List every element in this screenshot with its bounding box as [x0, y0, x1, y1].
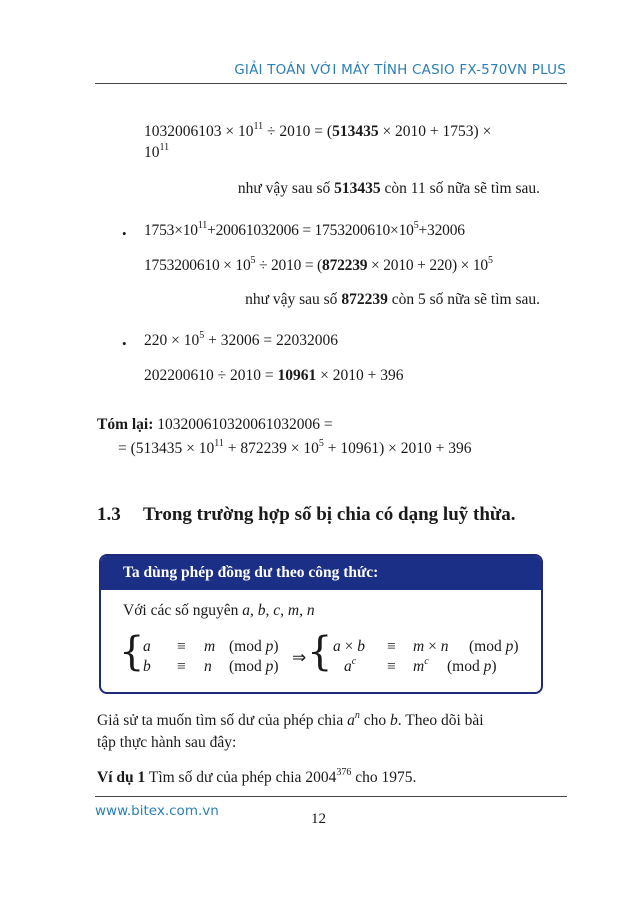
sys2-row1-rel: ≡	[387, 638, 396, 655]
eq-line-8: 202200610 ÷ 2010 = 10961 × 2010 + 396	[144, 367, 404, 384]
para-line-2: tập thực hành sau đây:	[97, 734, 237, 751]
implies-arrow: ⇒	[292, 648, 307, 667]
running-header: GIẢI TOÁN VỚI MÁY TÍNH CASIO FX-570VN PLUS	[234, 62, 566, 78]
summary-line-1: Tóm lại: 103200610320061032006 =	[97, 416, 333, 433]
sys1-row1-mod: (mod p)	[229, 638, 279, 655]
page-number: 12	[311, 811, 326, 827]
sys2-row2-rel: ≡	[387, 658, 396, 675]
formula-box-header	[101, 556, 541, 590]
sys1-row1-rel: ≡	[177, 638, 186, 655]
section-title: Trong trường hợp số bị chia có dạng luỹ thừa.	[143, 504, 516, 525]
eq-line-7: $220 \times 10^5 + 32006 = 22032006$	[144, 330, 338, 349]
remark-line-2: như vậy sau số 872239 còn 5 số nữa sẽ tìm sau.	[245, 291, 540, 308]
formula-box-title: Ta dùng phép đồng dư theo công thức:	[123, 564, 379, 581]
sys1-row1-rhs: m	[204, 638, 216, 655]
eq-line-4: $1753\times 10^{11}+20061032006 = 1753200610\times 10^5+32006$	[144, 220, 465, 239]
sys2-row2-rhs: $m^c$	[413, 656, 429, 675]
sys1-row1: a	[143, 638, 151, 655]
bullet-2: •	[122, 336, 127, 351]
bullet-1: •	[122, 226, 127, 241]
sys2-row1-mod: (mod p)	[469, 638, 519, 655]
footer-rule	[95, 796, 567, 797]
sys2-row2-lhs: $a^c$	[344, 656, 357, 675]
sys1-row2-rel: ≡	[177, 658, 186, 675]
eq-line-1: $1032006103 \times 10^{11} \div 2010 = (513435 \times 2010 + 1753)$ ×	[144, 121, 492, 140]
sys1-row2: b	[143, 658, 151, 675]
example-line: Ví dụ 1 Tìm số dư của phép chia 2004$^{376}$ cho 1975.	[97, 767, 417, 786]
eq-line-2: $10^{11}$	[144, 142, 170, 161]
eq-line-5: $1753200610 \times 10^5 \div 2010 = (872239 \times 2010 + 220) \times 10^5$	[144, 255, 493, 274]
remark-line-1: như vậy sau số 513435 còn 11 số nữa sẽ tìm sau.	[237, 180, 540, 197]
formula-box	[99, 554, 543, 694]
sys1-row2-rhs: n	[204, 658, 212, 675]
left-brace-1: {	[119, 629, 145, 675]
section-number: 1.3	[97, 504, 121, 525]
sys2-row1-rhs: m × n	[413, 638, 449, 655]
left-brace-2: {	[307, 629, 333, 675]
formula-box-intro: Với các số nguyên a, b, c, m, n	[123, 602, 315, 619]
footer-url[interactable]: www.bitex.com.vn	[95, 803, 219, 819]
header-rule	[95, 83, 567, 84]
sys2-row1-lhs: a × b	[333, 638, 365, 655]
sys2-row2-mod: (mod p)	[447, 658, 497, 675]
para-line-1: Giả sử ta muốn tìm số dư của phép chia $a^n$ cho b. Theo dõi bài	[97, 710, 484, 729]
sys1-row2-mod: (mod p)	[229, 658, 279, 675]
summary-line-2: = $(513435 \times 10^{11} + 872239 \times 10^5 + 10961) \times 2010 + 396$	[118, 438, 472, 457]
